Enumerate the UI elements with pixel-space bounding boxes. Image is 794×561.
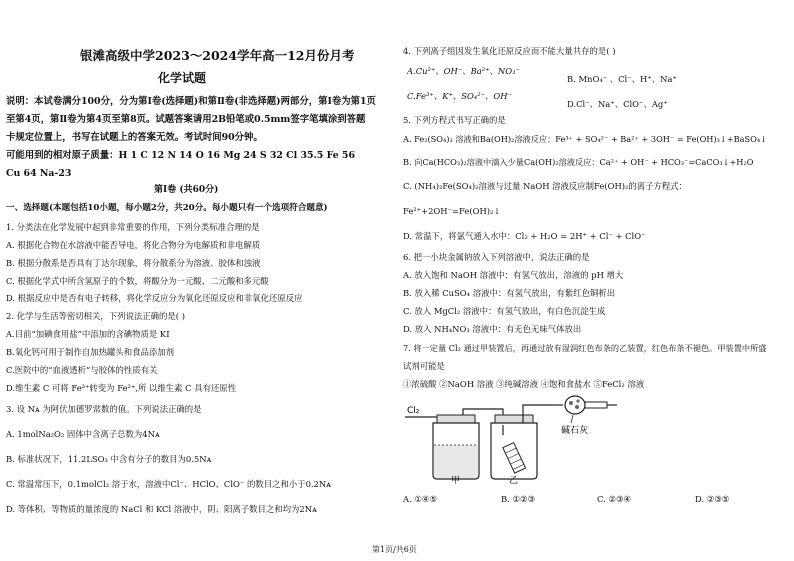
atomic-mass-line: 可能用到的相对原子质量：H 1 C 12 N 14 O 16 Mg 24 S 32 Cl 35.5 Fe 56 bbox=[6, 150, 355, 161]
option-c: C. 根据化学式中所含氢原子的个数，将酸分为一元酸、二元酸和多元酸 bbox=[6, 276, 269, 286]
option-b: B. 放入稀 CuSO₄ 溶液中：有氢气放出，有紫红色铜析出 bbox=[403, 288, 616, 298]
stopper-jia bbox=[437, 415, 475, 423]
option-c: C. ②③④ bbox=[597, 494, 631, 504]
exam-title: 银滩高级中学2023～2024学年高一12月份月考 bbox=[80, 48, 355, 63]
reagent-list: ①浓硫酸 ②NaOH 溶液 ③纯碱溶液 ④饱和食盐水 ⑤FeCl₂ 溶液 bbox=[403, 379, 645, 389]
option-c: C. 常温常压下，0.1molCl₂ 溶于水，溶液中Cl⁻、HClO、ClO⁻ 的数目之和小于0.2Nᴀ bbox=[6, 479, 331, 489]
instruction-line: 说明：本试卷满分100分，分为第Ⅰ卷(选择题)和第Ⅱ卷(非选择题)两部分，第Ⅰ卷为第1页 bbox=[6, 96, 376, 107]
option-b: B. 标准状况下，11.2LSO₃ 中含有分子的数目为0.5Nᴀ bbox=[6, 454, 212, 464]
drying-tube-neck bbox=[585, 402, 607, 408]
question-stem-cont: 试剂可能是 bbox=[403, 361, 445, 371]
option-b: B. 向Ca(HCO₃)₂溶液中滴入少量Ca(OH)₂溶液反应：Ca²⁺ + OH⁻ + HCO₃⁻=CaCO₃↓+H₂O bbox=[403, 157, 754, 167]
instruction-line: 卡规定位置上，书写在试题上的答案无效。考试时间90分钟。 bbox=[6, 132, 263, 143]
question-stem: 2. 化学与生活等密切相关，下列说法正确的是( ) bbox=[6, 311, 185, 321]
option-a: A. ①④⑤ bbox=[403, 494, 437, 504]
option-b: B.氧化钙可用于制作自加热罐头和食品添加剂 bbox=[6, 347, 174, 357]
exam-subtitle: 化学试题 bbox=[158, 71, 207, 85]
liquid-jia bbox=[434, 445, 478, 478]
drying-tube-bulb bbox=[565, 396, 585, 414]
atomic-mass-line: Cu 64 Na-23 bbox=[6, 168, 72, 179]
question-stem: 6. 把一小块金属钠放入下列溶液中，说法正确的是 bbox=[403, 252, 590, 262]
chlorine-label: Cl₂ bbox=[407, 406, 420, 416]
soda-lime-label: 碱石灰 bbox=[561, 426, 589, 436]
option-c: C. 放入 MgCl₂ 溶液中：有氢气放出，有白色沉淀生成 bbox=[403, 306, 606, 316]
option-b: B. ①②③ bbox=[501, 494, 536, 504]
option-a: A.Cu²⁺、OH⁻、Ba²⁺、NO₃⁻ bbox=[407, 66, 520, 76]
option-c: C. (NH₄)₂Fe(SO₄)₂溶液与过量 NaOH 溶液反应制Fe(OH)₂的离子方程式： bbox=[403, 181, 688, 191]
option-a: A. Fe₂(SO₄)₃ 溶液和Ba(OH)₂溶液反应：Fe³⁺ + SO₄²⁻ + Ba²⁺ + 3OH⁻ = Fe(OH)₃↓+BaSO₄↓ bbox=[403, 134, 767, 144]
option-b: B. MnO₄⁻ 、Cl⁻、H⁺、Na⁺ bbox=[567, 74, 677, 84]
option-c: C.医院中的“血液透析”与胶体的性质有关 bbox=[6, 365, 158, 375]
option-d: D.维生素 C 可将 Fe³⁺转变为 Fe²⁺,所 以维生素 C 具有还原性 bbox=[6, 383, 237, 393]
option-c: C.Fe³⁺、K⁺、SO₄²⁻、OH⁻ bbox=[407, 91, 512, 101]
apparatus-diagram bbox=[403, 395, 633, 485]
question-stem: 1. 分类法在化学发展中起到非常重要的作用，下列分类标准合理的是 bbox=[6, 222, 260, 232]
option-d: D. 放入 NH₄NO₃ 溶液中：有无色无味气体放出 bbox=[403, 324, 582, 334]
bottle-yi-label: 乙 bbox=[509, 476, 519, 486]
instruction-line: 至第4页，第Ⅱ卷为第4页至第8页。试题答案请用2B铅笔或0.5mm签字笔填涂到答题 bbox=[6, 114, 366, 125]
option-a: A. 1molNa₂O₂ 固体中含离子总数为4Nᴀ bbox=[6, 429, 160, 439]
option-d: D. 常温下，将氯气通入水中：Cl₂ + H₂O = 2H⁺ + Cl⁻ + ClO⁻ bbox=[403, 231, 646, 241]
question-stem: 3. 设 Nᴀ 为阿伏加德罗常数的值。下列说法正确的是 bbox=[6, 404, 202, 414]
option-d: D. 等体积、等物质的量浓度的 NaCl 和 KCl 溶液中，阴、阳离子数目之和均为2Nᴀ bbox=[6, 504, 317, 514]
page-footer: 第1页/共6页 bbox=[372, 545, 417, 554]
part1-heading: 第Ⅰ卷 (共60分) bbox=[154, 185, 219, 195]
section-heading: 一、选择题(本题包括10小题，每小题2分，共20分。每小题只有一个选项符合题意) bbox=[6, 203, 328, 213]
bottle-jia-label: 甲 bbox=[451, 476, 461, 486]
option-d: D.Cl⁻、Na⁺、ClO⁻、Ag⁺ bbox=[567, 99, 668, 109]
question-stem: 5. 下列方程式书写正确的是 bbox=[403, 115, 506, 125]
stopper-yi bbox=[495, 415, 533, 423]
option-b: B. 根据分散系是否具有丁达尔现象，将分散系分为溶液、胶体和浊液 bbox=[6, 258, 261, 268]
option-a: A.目前“加碘食用盐”中添加的含碘物质是 KI bbox=[6, 329, 170, 339]
option-a: A. 根据化合物在水溶液中能否导电，将化合物分为电解质和非电解质 bbox=[6, 240, 261, 250]
option-a: A. 放入饱和 NaOH 溶液中：有氢气放出，溶液的 pH 增大 bbox=[403, 270, 624, 280]
question-stem: 4. 下列离子组因发生氧化还原反应而不能大量共存的是( ) bbox=[403, 46, 616, 56]
option-d: D. ②③⑤ bbox=[695, 494, 730, 504]
option-c-equation: Fe²⁺+2OH⁻=Fe(OH)₂↓ bbox=[403, 206, 501, 216]
question-stem: 7. 将一定量 Cl₂ 通过甲装置后，再通过放有湿润红色布条的乙装置，红色布条不褪色。甲装置中所盛 bbox=[403, 343, 767, 353]
option-d: D. 根据反应中是否有电子转移，将化学反应分为氧化还原反应和非氧化还原反应 bbox=[6, 293, 303, 303]
